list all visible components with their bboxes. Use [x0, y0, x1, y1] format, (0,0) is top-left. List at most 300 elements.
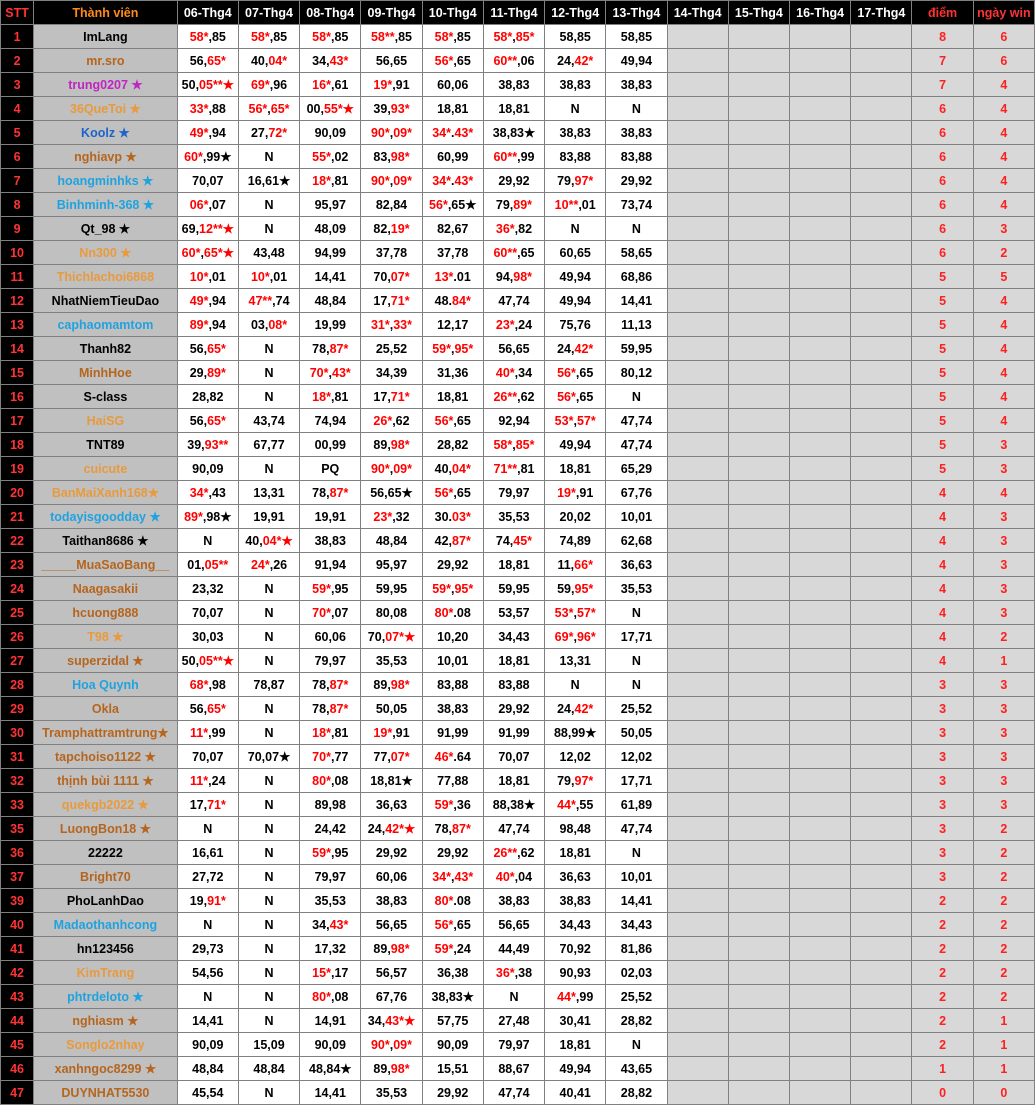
pick-cell[interactable]: 00,99 [300, 433, 361, 457]
pick-cell[interactable]: 31,36 [422, 361, 483, 385]
empty-cell[interactable] [667, 745, 728, 769]
pick-cell[interactable]: 60,99 [422, 145, 483, 169]
pick-cell[interactable]: 89,98* [361, 433, 422, 457]
pick-cell[interactable]: 56*,65 [422, 913, 483, 937]
member-name-cell[interactable]: caphaomamtom [34, 313, 178, 337]
pick-cell[interactable]: N [238, 193, 299, 217]
date-header[interactable]: 15-Thg4 [728, 1, 789, 25]
pick-cell[interactable]: 98,48 [545, 817, 606, 841]
member-name-cell[interactable]: MinhHoe [34, 361, 178, 385]
empty-cell[interactable] [667, 169, 728, 193]
empty-cell[interactable] [728, 25, 789, 49]
empty-cell[interactable] [851, 697, 912, 721]
pick-cell[interactable]: 23*,32 [361, 505, 422, 529]
row-number[interactable]: 36 [1, 841, 34, 865]
win-days-cell[interactable]: 4 [973, 145, 1034, 169]
empty-cell[interactable] [851, 937, 912, 961]
row-number[interactable]: 22 [1, 529, 34, 553]
pick-cell[interactable]: 58*,85 [422, 25, 483, 49]
pick-cell[interactable]: 13,31 [238, 481, 299, 505]
row-number[interactable]: 29 [1, 697, 34, 721]
row-number[interactable]: 13 [1, 313, 34, 337]
pick-cell[interactable]: 82,84 [361, 193, 422, 217]
empty-cell[interactable] [728, 97, 789, 121]
points-cell[interactable]: 5 [912, 361, 973, 385]
table-row[interactable] [1, 265, 1035, 289]
pick-cell[interactable]: 49,94 [606, 49, 667, 73]
empty-cell[interactable] [667, 817, 728, 841]
pick-cell[interactable]: 60**,65 [483, 241, 544, 265]
pick-cell[interactable]: 12,17 [422, 313, 483, 337]
pick-cell[interactable]: 18*,81 [300, 721, 361, 745]
pick-cell[interactable]: 34*.43* [422, 169, 483, 193]
pick-cell[interactable]: N [238, 1081, 299, 1105]
pick-cell[interactable]: N [606, 1033, 667, 1057]
pick-cell[interactable]: 16,61★ [238, 169, 299, 193]
pick-cell[interactable]: 70,07★ [238, 745, 299, 769]
empty-cell[interactable] [728, 793, 789, 817]
pick-cell[interactable]: 56,65 [483, 337, 544, 361]
empty-cell[interactable] [851, 409, 912, 433]
pick-cell[interactable]: 79,97 [300, 865, 361, 889]
pick-cell[interactable]: 89*,94 [177, 313, 238, 337]
empty-cell[interactable] [667, 553, 728, 577]
empty-cell[interactable] [728, 697, 789, 721]
points-cell[interactable]: 1 [912, 1057, 973, 1081]
pick-cell[interactable]: 25,52 [361, 337, 422, 361]
pick-cell[interactable]: 28,82 [422, 433, 483, 457]
pick-cell[interactable]: 88,38★ [483, 793, 544, 817]
table-row[interactable] [1, 745, 1035, 769]
pick-cell[interactable]: N [238, 337, 299, 361]
pick-cell[interactable]: 49*,94 [177, 289, 238, 313]
empty-cell[interactable] [790, 97, 851, 121]
empty-cell[interactable] [667, 25, 728, 49]
empty-cell[interactable] [728, 889, 789, 913]
points-cell[interactable]: 3 [912, 841, 973, 865]
empty-cell[interactable] [667, 865, 728, 889]
pick-cell[interactable]: 58,85 [606, 25, 667, 49]
empty-cell[interactable] [851, 865, 912, 889]
empty-cell[interactable] [790, 241, 851, 265]
pick-cell[interactable]: 67,76 [606, 481, 667, 505]
pick-cell[interactable]: 60*,99★ [177, 145, 238, 169]
empty-cell[interactable] [790, 73, 851, 97]
points-cell[interactable]: 6 [912, 97, 973, 121]
points-cell[interactable]: 2 [912, 889, 973, 913]
table-row[interactable] [1, 601, 1035, 625]
pick-cell[interactable]: 68,86 [606, 265, 667, 289]
table-row[interactable] [1, 793, 1035, 817]
points-cell[interactable]: 4 [912, 505, 973, 529]
empty-cell[interactable] [790, 769, 851, 793]
pick-cell[interactable]: 34,43 [606, 913, 667, 937]
empty-cell[interactable] [667, 769, 728, 793]
row-number[interactable]: 5 [1, 121, 34, 145]
pick-cell[interactable]: 58*,85* [483, 433, 544, 457]
points-cell[interactable]: 3 [912, 817, 973, 841]
win-days-cell[interactable]: 2 [973, 985, 1034, 1009]
win-days-cell[interactable]: 3 [973, 553, 1034, 577]
empty-cell[interactable] [790, 937, 851, 961]
pick-cell[interactable]: 37,78 [361, 241, 422, 265]
empty-cell[interactable] [728, 649, 789, 673]
empty-cell[interactable] [728, 433, 789, 457]
empty-cell[interactable] [790, 49, 851, 73]
win-days-cell[interactable]: 4 [973, 409, 1034, 433]
member-name-cell[interactable]: Binhminh-368 ★ [34, 193, 178, 217]
empty-cell[interactable] [667, 577, 728, 601]
pick-cell[interactable]: 59*,95* [422, 337, 483, 361]
pick-cell[interactable]: 38,83 [606, 73, 667, 97]
win-days-cell[interactable]: 1 [973, 1033, 1034, 1057]
empty-cell[interactable] [667, 217, 728, 241]
empty-cell[interactable] [728, 937, 789, 961]
pick-cell[interactable]: 27,72* [238, 121, 299, 145]
pick-cell[interactable]: 37,78 [422, 241, 483, 265]
member-name-cell[interactable]: hn123456 [34, 937, 178, 961]
table-row[interactable] [1, 1057, 1035, 1081]
empty-cell[interactable] [667, 193, 728, 217]
pick-cell[interactable]: 47,74 [606, 817, 667, 841]
member-name-cell[interactable]: superzidal ★ [34, 649, 178, 673]
pick-cell[interactable]: 14,41 [300, 265, 361, 289]
pick-cell[interactable]: 78,87* [300, 481, 361, 505]
date-header[interactable]: 10-Thg4 [422, 1, 483, 25]
empty-cell[interactable] [667, 1033, 728, 1057]
empty-cell[interactable] [728, 817, 789, 841]
points-cell[interactable]: 4 [912, 649, 973, 673]
row-number[interactable]: 14 [1, 337, 34, 361]
pick-cell[interactable]: 60**,06 [483, 49, 544, 73]
win-days-cell[interactable]: 3 [973, 769, 1034, 793]
pick-cell[interactable]: N [238, 1009, 299, 1033]
pick-cell[interactable]: 40,04* [422, 457, 483, 481]
table-row[interactable] [1, 961, 1035, 985]
pick-cell[interactable]: 12,02 [545, 745, 606, 769]
empty-cell[interactable] [728, 217, 789, 241]
table-row[interactable] [1, 673, 1035, 697]
empty-cell[interactable] [667, 505, 728, 529]
empty-cell[interactable] [728, 313, 789, 337]
pick-cell[interactable]: 40,04* [238, 49, 299, 73]
pick-cell[interactable]: 83,98* [361, 145, 422, 169]
pick-cell[interactable]: 34,43* [300, 913, 361, 937]
pick-cell[interactable]: 38,83★ [483, 121, 544, 145]
table-row[interactable] [1, 289, 1035, 313]
pick-cell[interactable]: 38,83 [483, 73, 544, 97]
points-cell[interactable]: 6 [912, 145, 973, 169]
win-days-cell[interactable]: 4 [973, 193, 1034, 217]
points-cell[interactable]: 5 [912, 433, 973, 457]
empty-cell[interactable] [667, 673, 728, 697]
empty-cell[interactable] [851, 97, 912, 121]
empty-cell[interactable] [728, 553, 789, 577]
win-days-header[interactable]: ngày win [973, 1, 1034, 25]
pick-cell[interactable]: N [238, 361, 299, 385]
empty-cell[interactable] [851, 745, 912, 769]
pick-cell[interactable]: 34*,43* [422, 865, 483, 889]
pick-cell[interactable]: 30,03 [177, 625, 238, 649]
pick-cell[interactable]: 59,95 [361, 577, 422, 601]
points-cell[interactable]: 5 [912, 457, 973, 481]
pick-cell[interactable]: N [238, 601, 299, 625]
pick-cell[interactable]: 18,81★ [361, 769, 422, 793]
empty-cell[interactable] [790, 217, 851, 241]
row-number[interactable]: 24 [1, 577, 34, 601]
date-header[interactable]: 17-Thg4 [851, 1, 912, 25]
points-cell[interactable]: 5 [912, 409, 973, 433]
empty-cell[interactable] [790, 481, 851, 505]
row-number[interactable]: 47 [1, 1081, 34, 1105]
member-name-cell[interactable]: trung0207 ★ [34, 73, 178, 97]
member-name-cell[interactable]: Thanh82 [34, 337, 178, 361]
empty-cell[interactable] [851, 121, 912, 145]
empty-cell[interactable] [790, 193, 851, 217]
pick-cell[interactable]: 70*,43* [300, 361, 361, 385]
pick-cell[interactable]: 58*,85 [177, 25, 238, 49]
pick-cell[interactable]: 58**,85 [361, 25, 422, 49]
pick-cell[interactable]: 53*,57* [545, 601, 606, 625]
pick-cell[interactable]: N [238, 385, 299, 409]
pick-cell[interactable]: 88,67 [483, 1057, 544, 1081]
pick-cell[interactable]: 90*,09* [361, 1033, 422, 1057]
empty-cell[interactable] [667, 121, 728, 145]
empty-cell[interactable] [790, 289, 851, 313]
pick-cell[interactable]: 29,92 [483, 169, 544, 193]
points-cell[interactable]: 2 [912, 1033, 973, 1057]
row-number[interactable]: 26 [1, 625, 34, 649]
date-header[interactable]: 11-Thg4 [483, 1, 544, 25]
pick-cell[interactable]: 10,20 [422, 625, 483, 649]
pick-cell[interactable]: 47**,74 [238, 289, 299, 313]
member-name-cell[interactable]: PhoLanhDao [34, 889, 178, 913]
pick-cell[interactable]: 18,81 [422, 385, 483, 409]
win-days-cell[interactable]: 6 [973, 25, 1034, 49]
empty-cell[interactable] [790, 409, 851, 433]
pick-cell[interactable]: N [238, 457, 299, 481]
pick-cell[interactable]: 56*,65 [422, 481, 483, 505]
win-days-cell[interactable]: 4 [973, 361, 1034, 385]
points-cell[interactable]: 3 [912, 865, 973, 889]
empty-cell[interactable] [851, 649, 912, 673]
empty-cell[interactable] [728, 49, 789, 73]
win-days-cell[interactable]: 3 [973, 673, 1034, 697]
empty-cell[interactable] [851, 1033, 912, 1057]
pick-cell[interactable]: 56,65* [177, 409, 238, 433]
empty-cell[interactable] [667, 937, 728, 961]
pick-cell[interactable]: 17,71* [361, 289, 422, 313]
empty-cell[interactable] [790, 625, 851, 649]
pick-cell[interactable]: 18,81 [483, 649, 544, 673]
pick-cell[interactable]: 59,95 [606, 337, 667, 361]
empty-cell[interactable] [790, 577, 851, 601]
empty-cell[interactable] [790, 889, 851, 913]
points-cell[interactable]: 3 [912, 745, 973, 769]
pick-cell[interactable]: N [238, 985, 299, 1009]
empty-cell[interactable] [728, 385, 789, 409]
member-name-cell[interactable]: todayisgoodday ★ [34, 505, 178, 529]
pick-cell[interactable]: 80*,08 [300, 985, 361, 1009]
row-number[interactable]: 25 [1, 601, 34, 625]
empty-cell[interactable] [851, 481, 912, 505]
table-row[interactable] [1, 721, 1035, 745]
pick-cell[interactable]: 14,41 [177, 1009, 238, 1033]
member-name-cell[interactable]: Hoa Quynh [34, 673, 178, 697]
pick-cell[interactable]: 69*,96 [238, 73, 299, 97]
empty-cell[interactable] [728, 529, 789, 553]
pick-cell[interactable]: 48,09 [300, 217, 361, 241]
pick-cell[interactable]: 78,87 [238, 673, 299, 697]
points-cell[interactable]: 7 [912, 49, 973, 73]
pick-cell[interactable]: 29,92 [606, 169, 667, 193]
pick-cell[interactable]: 26**,62 [483, 385, 544, 409]
empty-cell[interactable] [728, 1081, 789, 1105]
pick-cell[interactable]: 34,43* [300, 49, 361, 73]
points-cell[interactable]: 3 [912, 721, 973, 745]
member-name-cell[interactable]: Qt_98 ★ [34, 217, 178, 241]
date-header[interactable]: 14-Thg4 [667, 1, 728, 25]
points-cell[interactable]: 3 [912, 673, 973, 697]
pick-cell[interactable]: 57,75 [422, 1009, 483, 1033]
member-name-cell[interactable]: Koolz ★ [34, 121, 178, 145]
pick-cell[interactable]: 40*,04 [483, 865, 544, 889]
pick-cell[interactable]: 10**,01 [545, 193, 606, 217]
points-cell[interactable]: 7 [912, 73, 973, 97]
row-number[interactable]: 2 [1, 49, 34, 73]
member-name-cell[interactable]: KimTrang [34, 961, 178, 985]
empty-cell[interactable] [851, 169, 912, 193]
table-row[interactable] [1, 841, 1035, 865]
pick-cell[interactable]: 95,97 [361, 553, 422, 577]
pick-cell[interactable]: N [238, 721, 299, 745]
win-days-cell[interactable]: 3 [973, 745, 1034, 769]
table-row[interactable] [1, 121, 1035, 145]
pick-cell[interactable]: 38,83 [422, 697, 483, 721]
member-name-cell[interactable]: NhatNiemTieuDao [34, 289, 178, 313]
pick-cell[interactable]: 56*,65 [545, 361, 606, 385]
table-row[interactable] [1, 985, 1035, 1009]
pick-cell[interactable]: 40,41 [545, 1081, 606, 1105]
win-days-cell[interactable]: 3 [973, 433, 1034, 457]
pick-cell[interactable]: PQ [300, 457, 361, 481]
empty-cell[interactable] [790, 337, 851, 361]
pick-cell[interactable]: 15,09 [238, 1033, 299, 1057]
points-cell[interactable]: 0 [912, 1081, 973, 1105]
empty-cell[interactable] [728, 1033, 789, 1057]
points-cell[interactable]: 6 [912, 193, 973, 217]
empty-cell[interactable] [790, 745, 851, 769]
pick-cell[interactable]: 29,92 [422, 1081, 483, 1105]
pick-cell[interactable]: 18,81 [422, 97, 483, 121]
win-days-cell[interactable]: 2 [973, 841, 1034, 865]
empty-cell[interactable] [790, 505, 851, 529]
empty-cell[interactable] [851, 337, 912, 361]
points-cell[interactable]: 2 [912, 985, 973, 1009]
row-number[interactable]: 41 [1, 937, 34, 961]
empty-cell[interactable] [851, 913, 912, 937]
points-cell[interactable]: 5 [912, 289, 973, 313]
pick-cell[interactable]: 20,02 [545, 505, 606, 529]
pick-cell[interactable]: 11*,99 [177, 721, 238, 745]
member-name-cell[interactable]: mr.sro [34, 49, 178, 73]
win-days-cell[interactable]: 3 [973, 793, 1034, 817]
row-number[interactable]: 11 [1, 265, 34, 289]
pick-cell[interactable]: 33*,88 [177, 97, 238, 121]
pick-cell[interactable]: 73,74 [606, 193, 667, 217]
pick-cell[interactable]: 79,97* [545, 169, 606, 193]
pick-cell[interactable]: 29,89* [177, 361, 238, 385]
member-name-cell[interactable]: cuicute [34, 457, 178, 481]
table-row[interactable] [1, 937, 1035, 961]
points-cell[interactable]: 4 [912, 577, 973, 601]
table-row[interactable] [1, 241, 1035, 265]
empty-cell[interactable] [728, 673, 789, 697]
table-row[interactable] [1, 865, 1035, 889]
win-days-cell[interactable]: 4 [973, 313, 1034, 337]
win-days-cell[interactable]: 1 [973, 1057, 1034, 1081]
pick-cell[interactable]: 56,65★ [361, 481, 422, 505]
pick-cell[interactable]: N [238, 937, 299, 961]
pick-cell[interactable]: 58*,85 [238, 25, 299, 49]
empty-cell[interactable] [728, 985, 789, 1009]
empty-cell[interactable] [790, 25, 851, 49]
empty-cell[interactable] [851, 961, 912, 985]
empty-cell[interactable] [667, 601, 728, 625]
pick-cell[interactable]: 36,63 [606, 553, 667, 577]
pick-cell[interactable]: 38,83 [606, 121, 667, 145]
date-header[interactable]: 06-Thg4 [177, 1, 238, 25]
empty-cell[interactable] [790, 697, 851, 721]
pick-cell[interactable]: 39,93* [361, 97, 422, 121]
pick-cell[interactable]: N [238, 697, 299, 721]
pick-cell[interactable]: 61,89 [606, 793, 667, 817]
row-number[interactable]: 32 [1, 769, 34, 793]
pick-cell[interactable]: N [606, 97, 667, 121]
points-cell[interactable]: 3 [912, 793, 973, 817]
empty-cell[interactable] [728, 505, 789, 529]
points-cell[interactable]: 3 [912, 769, 973, 793]
pick-cell[interactable]: 89,98* [361, 1057, 422, 1081]
pick-cell[interactable]: 36,63 [361, 793, 422, 817]
pick-cell[interactable]: 49,94 [545, 1057, 606, 1081]
member-name-cell[interactable]: HaiSG [34, 409, 178, 433]
empty-cell[interactable] [851, 193, 912, 217]
pick-cell[interactable]: 56*,65★ [422, 193, 483, 217]
pick-cell[interactable]: 89,98* [361, 937, 422, 961]
pick-cell[interactable]: 18,81 [545, 457, 606, 481]
empty-cell[interactable] [851, 769, 912, 793]
pick-cell[interactable]: 36,38 [422, 961, 483, 985]
empty-cell[interactable] [728, 865, 789, 889]
pick-cell[interactable]: 53*,57* [545, 409, 606, 433]
empty-cell[interactable] [790, 1033, 851, 1057]
empty-cell[interactable] [728, 337, 789, 361]
pick-cell[interactable]: 56,65 [361, 49, 422, 73]
points-cell[interactable]: 8 [912, 25, 973, 49]
pick-cell[interactable]: 55*,02 [300, 145, 361, 169]
win-days-cell[interactable]: 6 [973, 49, 1034, 73]
empty-cell[interactable] [728, 1057, 789, 1081]
row-number[interactable]: 8 [1, 193, 34, 217]
row-number[interactable]: 17 [1, 409, 34, 433]
win-days-cell[interactable]: 4 [973, 337, 1034, 361]
pick-cell[interactable]: 62,68 [606, 529, 667, 553]
table-row[interactable] [1, 337, 1035, 361]
win-days-cell[interactable]: 3 [973, 529, 1034, 553]
pick-cell[interactable]: 11,13 [606, 313, 667, 337]
win-days-cell[interactable]: 1 [973, 649, 1034, 673]
